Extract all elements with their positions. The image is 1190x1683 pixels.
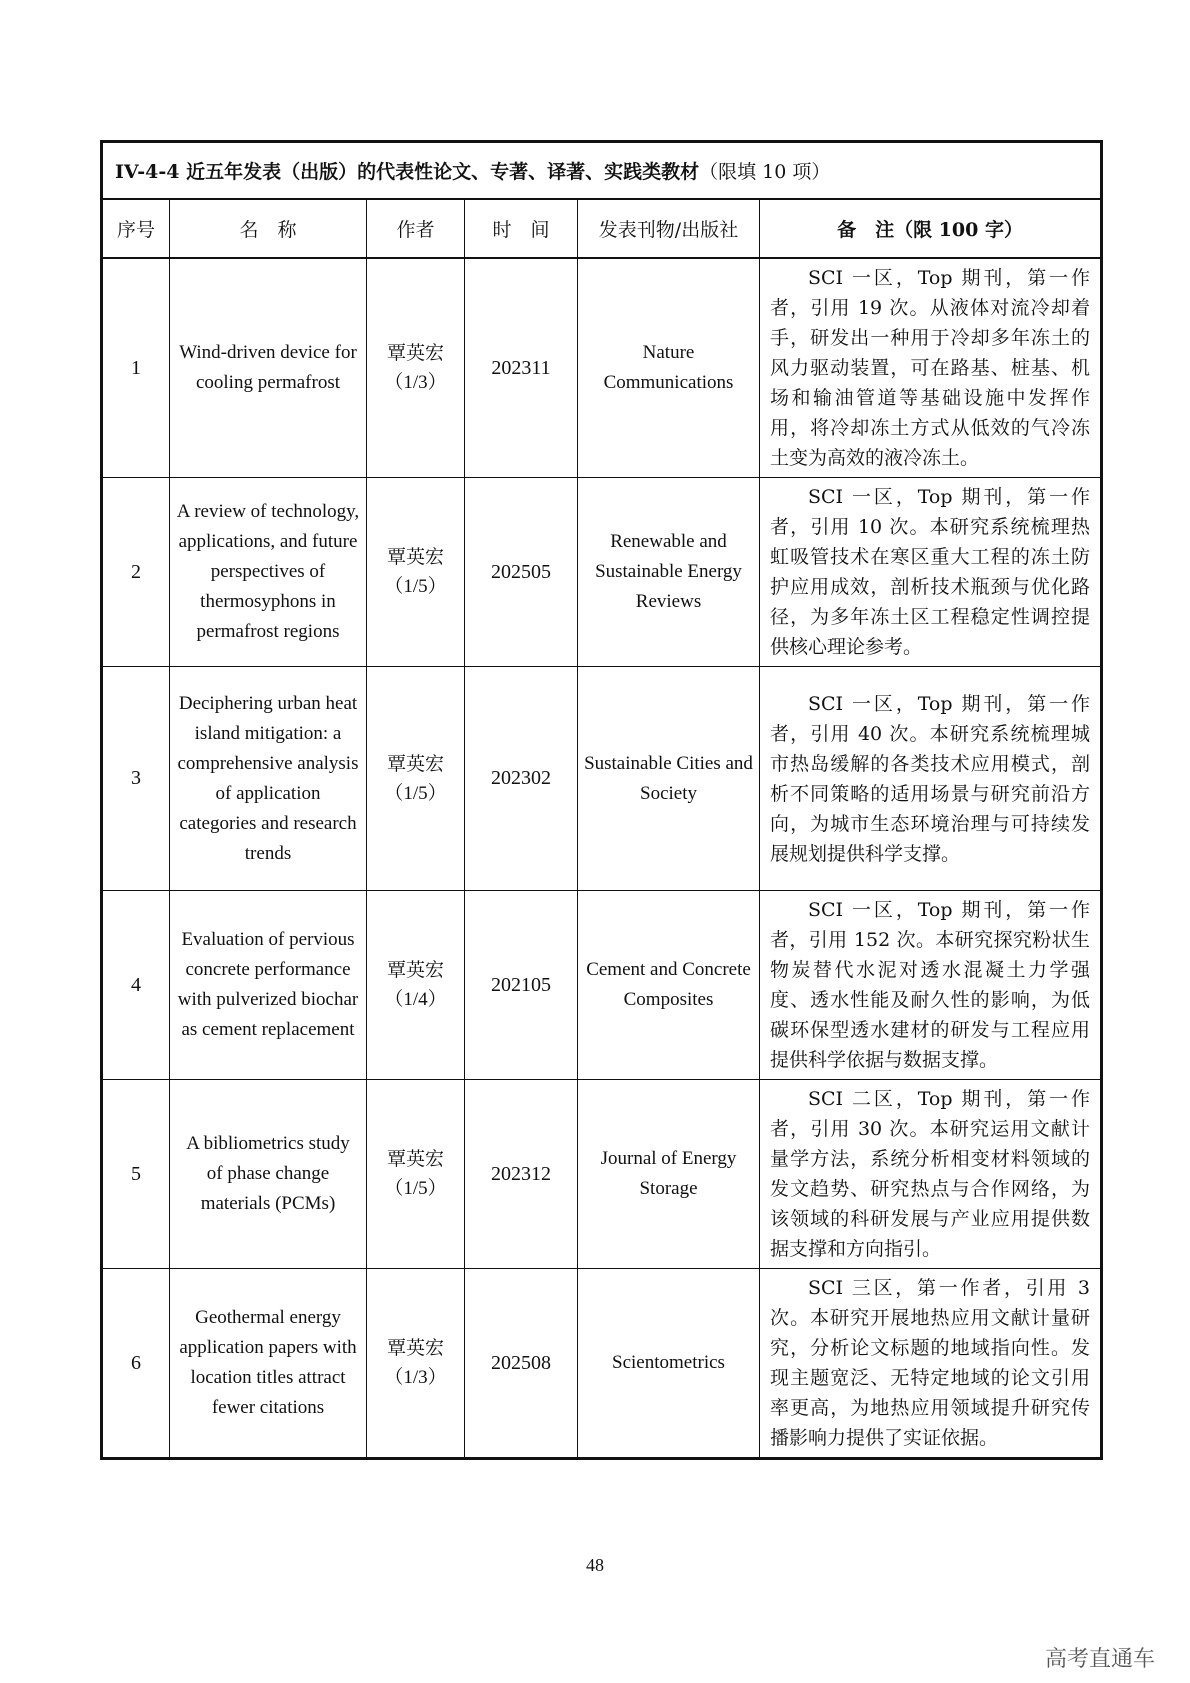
- row-index: 2: [102, 478, 170, 667]
- remark-cell: [760, 667, 1102, 891]
- paper-title: Evaluation of pervious concrete performance with pulverized biochar as cement replacement: [170, 891, 367, 1080]
- journal-name: Scientometrics: [578, 1269, 760, 1459]
- author-rank: （1/3）: [384, 372, 447, 393]
- remark-cell: [760, 1269, 1102, 1459]
- paper-title: Wind-driven device for cooling permafrost: [170, 258, 367, 478]
- journal-name: Nature Communications: [578, 258, 760, 478]
- author-cell: [367, 1269, 465, 1459]
- row-index: 5: [102, 1080, 170, 1269]
- section-title-note: （限填 10 项）: [699, 161, 831, 183]
- page-number: 48: [586, 1555, 604, 1575]
- row-index: 6: [102, 1269, 170, 1459]
- table-row: [102, 1080, 1102, 1269]
- author-name: 覃英宏: [386, 1148, 444, 1170]
- publish-time: 202508: [465, 1269, 578, 1459]
- remark-text: SCI 三区，第一作者，引用 3 次。本研究开展地热应用文献计量研究，分析论文标题的地域指向性。发现主题宽泛、无特定地域的论文引用率更高，为地热应用领域提升研究传播影响力提供了实证依据。: [770, 1277, 1091, 1449]
- remark-cell: [760, 1080, 1102, 1269]
- paper-title: A review of technology, applications, and future perspectives of thermosyphons in permafrost regions: [170, 478, 367, 667]
- row-index: 4: [102, 891, 170, 1080]
- header-time: 时 间: [465, 199, 578, 258]
- header-name: 名 称: [170, 199, 367, 258]
- remark-text: SCI 二区，Top 期刊，第一作者，引用 30 次。本研究运用文献计量学方法，系统分析相变材料领域的发文趋势、研究热点与合作网络，为该领域的科研发展与产业应用提供数据支撑和方向指引。: [770, 1088, 1091, 1260]
- watermark: 高考直通车: [1044, 1647, 1155, 1672]
- author-cell: [367, 667, 465, 891]
- header-journal: 发表刊物/出版社: [578, 199, 760, 258]
- publications-table: [100, 140, 1103, 1460]
- remark-text: SCI 一区，Top 期刊，第一作者，引用 19 次。从液体对流冷却着手，研发出一种用于冷却多年冻土的风力驱动装置，可在路基、桩基、机场和输油管道等基础设施中发挥作用，将冷却冻土方式从低效的气冷冻土变为高效的液冷冻土。: [770, 267, 1091, 469]
- publish-time: 202105: [465, 891, 578, 1080]
- author-cell: [367, 891, 465, 1080]
- author-name: 覃英宏: [386, 546, 444, 568]
- header-remark: 备 注（限 100 字）: [760, 199, 1102, 258]
- publish-time: 202311: [465, 258, 578, 478]
- header-idx: 序号: [102, 199, 170, 258]
- author-name: 覃英宏: [386, 752, 444, 775]
- author-rank: （1/5）: [384, 576, 447, 597]
- remark-text: SCI 一区，Top 期刊，第一作者，引用 152 次。本研究探究粉状生物炭替代水泥对透水混凝土力学强度、透水性能及耐久性的影响，为低碳环保型透水建材的研发与工程应用提供科学依据与数据支撑。: [770, 899, 1091, 1071]
- author-name: 覃英宏: [386, 959, 444, 981]
- publish-time: 202312: [465, 1080, 578, 1269]
- author-rank: （1/4）: [384, 989, 447, 1010]
- author-cell: [367, 478, 465, 667]
- journal-name: Sustainable Cities and Society: [578, 667, 760, 891]
- author-rank: （1/5）: [384, 1178, 447, 1199]
- header-author: 作者: [367, 199, 465, 258]
- row-index: 3: [102, 667, 170, 891]
- section-title: [102, 142, 1102, 200]
- table-row: [102, 667, 1102, 891]
- author-cell: [367, 258, 465, 478]
- table-row: [102, 1269, 1102, 1459]
- table-row: [102, 891, 1102, 1080]
- row-index: 1: [102, 258, 170, 478]
- author-rank: （1/3）: [384, 1367, 447, 1388]
- remark-cell: [760, 891, 1102, 1080]
- table-row: [102, 478, 1102, 667]
- paper-title: Geothermal energy application papers with location titles attract fewer citations: [170, 1269, 367, 1459]
- author-name: 覃英宏: [386, 1337, 444, 1359]
- author-name: 覃英宏: [386, 342, 444, 364]
- remark-text: SCI 一区，Top 期刊，第一作者，引用 40 次。本研究系统梳理城市热岛缓解的各类技术应用模式，剖析不同策略的适用场景与研究前沿方向，为城市生态环境治理与可持续发展规划提供科学支撑。: [770, 692, 1091, 865]
- table-row: [102, 258, 1102, 478]
- remark-cell: [760, 478, 1102, 667]
- publish-time: 202505: [465, 478, 578, 667]
- journal-name: Journal of Energy Storage: [578, 1080, 760, 1269]
- journal-name: Cement and Concrete Composites: [578, 891, 760, 1080]
- remark-text: SCI 一区，Top 期刊，第一作者，引用 10 次。本研究系统梳理热虹吸管技术在寒区重大工程的冻土防护应用成效，剖析技术瓶颈与优化路径，为多年冻土区工程稳定性调控提供核心理论参考。: [770, 486, 1091, 658]
- publish-time: 202302: [465, 667, 578, 891]
- remark-cell: [760, 258, 1102, 478]
- paper-title: A bibliometrics study of phase change materials (PCMs): [170, 1080, 367, 1269]
- author-cell: [367, 1080, 465, 1269]
- paper-title: Deciphering urban heat island mitigation: a comprehensive analysis of application categories and research trends: [170, 667, 367, 891]
- journal-name: Renewable and Sustainable Energy Reviews: [578, 478, 760, 667]
- author-rank: （1/5）: [384, 782, 447, 804]
- section-title-text: IV-4-4 近五年发表（出版）的代表性论文、专著、译著、实践类教材: [115, 161, 700, 183]
- table-header-row: [102, 199, 1102, 258]
